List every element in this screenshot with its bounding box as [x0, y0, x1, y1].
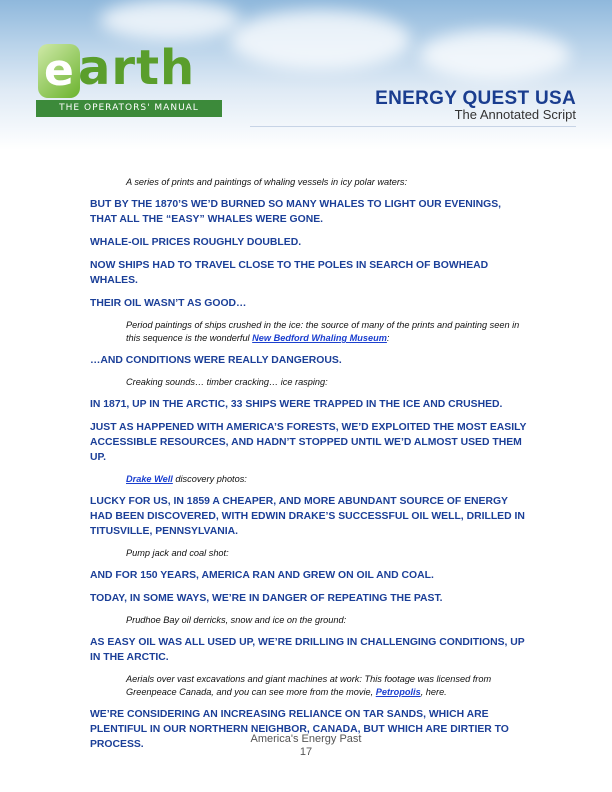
- direction-text: Period paintings of ships crushed in the ice: the source of many of the prints and painting seen in this sequence is the wonderful: [126, 320, 520, 343]
- stage-direction: [126, 673, 530, 699]
- narration-line: NOW SHIPS HAD TO TRAVEL CLOSE TO THE POLES IN SEARCH OF BOWHEAD WHALES.: [90, 260, 489, 286]
- direction-text: discovery photos:: [172, 474, 247, 484]
- page-footer: [0, 733, 612, 759]
- reference-link[interactable]: Drake Well: [126, 474, 173, 484]
- narration-line: BUT BY THE 1870’S WE’D BURNED SO MANY WHALES TO LIGHT OUR EVENINGS, THAT ALL THE “EASY” WHALES WERE GONE.: [90, 199, 502, 225]
- narration-line: WHALE-OIL PRICES ROUGHLY DOUBLED.: [90, 237, 302, 248]
- script-body: [90, 176, 530, 760]
- direction-text: Aerials over vast excavations and giant machines at work: This footage was licensed from Greenpeace Canada, and you can see more from the movie,: [126, 674, 492, 697]
- page-number: 17: [299, 746, 313, 758]
- stage-direction: Creaking sounds… timber cracking… ice rasping:: [126, 377, 328, 387]
- page-subtitle: The Annotated Script: [454, 107, 576, 122]
- narration-line: IN 1871, UP IN THE ARCTIC, 33 SHIPS WERE TRAPPED IN THE ICE AND CRUSHED.: [90, 399, 503, 410]
- reference-link[interactable]: Petropolis: [375, 687, 421, 697]
- footer-section-title: America's Energy Past: [250, 733, 362, 745]
- narration-line: AS EASY OIL WAS ALL USED UP, WE’RE DRILLING IN CHALLENGING CONDITIONS, UP IN THE ARCTIC.: [90, 637, 525, 663]
- stage-direction: [126, 473, 530, 486]
- narration-line: AND FOR 150 YEARS, AMERICA RAN AND GREW ON OIL AND COAL.: [90, 570, 434, 581]
- logo-e-icon: e: [38, 44, 80, 98]
- narration-line: THEIR OIL WASN’T AS GOOD…: [90, 298, 247, 309]
- narration-line: TODAY, IN SOME WAYS, WE’RE IN DANGER OF REPEATING THE PAST.: [90, 593, 443, 604]
- earth-logo: [36, 38, 222, 120]
- narration-line: …AND CONDITIONS WERE REALLY DANGEROUS.: [90, 355, 342, 366]
- narration-line: LUCKY FOR US, IN 1859 A CHEAPER, AND MORE ABUNDANT SOURCE OF ENERGY HAD BEEN DISCOVERED, WITH EDWIN DRAKE’S SUCCESSFUL OIL WELL, DRILLED IN TITUSVILLE, PENNSYLVANIA.: [90, 496, 525, 537]
- header-divider: [250, 126, 576, 127]
- direction-text: :: [386, 333, 390, 343]
- reference-link[interactable]: New Bedford Whaling Museum: [252, 333, 387, 343]
- stage-direction: A series of prints and paintings of whaling vessels in icy polar waters:: [126, 177, 408, 187]
- stage-direction: Prudhoe Bay oil derricks, snow and ice on the ground:: [126, 615, 347, 625]
- cloud: [100, 0, 240, 40]
- narration-line: JUST AS HAPPENED WITH AMERICA’S FORESTS, WE’D EXPLOITED THE MOST EASILY ACCESSIBLE RESOURCES, AND HADN’T STOPPED UNTIL WE’D ALMOST USED THEM UP.: [90, 422, 527, 463]
- cloud: [230, 10, 410, 70]
- stage-direction: Pump jack and coal shot:: [126, 548, 229, 558]
- logo-tagline: THE OPERATORS' MANUAL: [36, 100, 222, 117]
- cloud: [420, 30, 570, 80]
- stage-direction: [126, 319, 530, 345]
- logo-wordmark: arth: [78, 40, 196, 96]
- narration-line: WE’RE CONSIDERING AN INCREASING RELIANCE ON TAR SANDS, WHICH ARE PLENTIFUL IN OUR NORTHERN NEIGHBOR, CANADA, BUT WHICH ARE DIRTIER TO PROCESS.: [90, 709, 509, 750]
- page-title: ENERGY QUEST USA: [375, 88, 576, 109]
- direction-text: , here.: [420, 687, 447, 697]
